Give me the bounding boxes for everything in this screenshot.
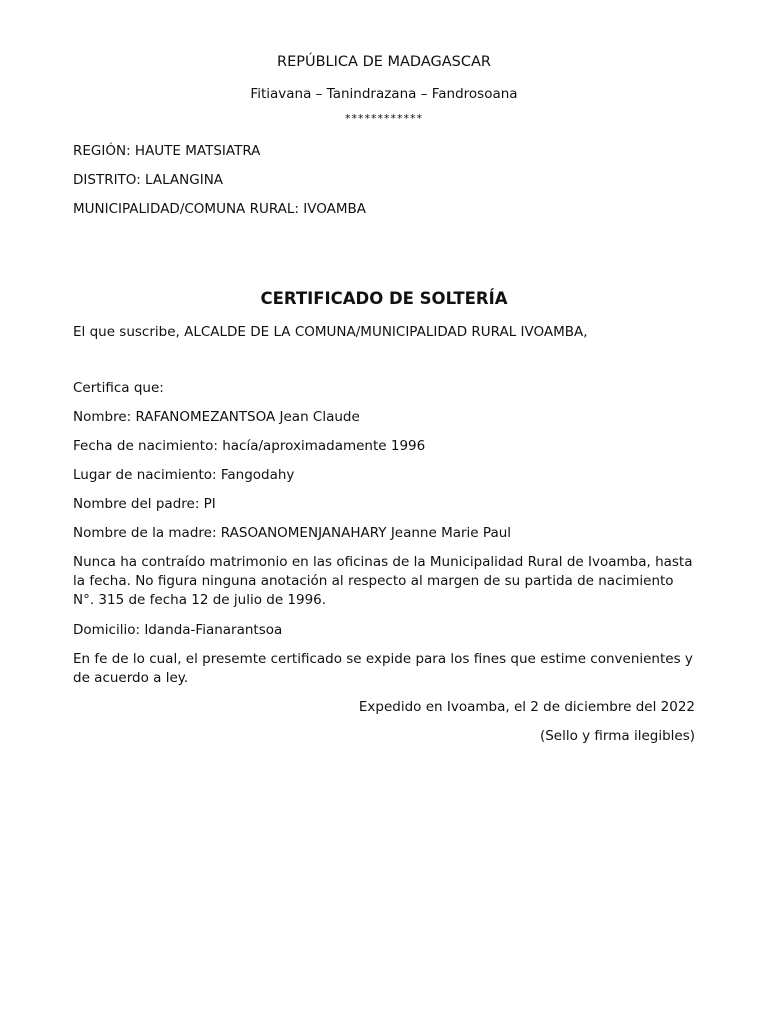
- intro-paragraph: El que suscribe, ALCALDE DE LA COMUNA/MUNICIPALIDAD RURAL IVOAMBA,: [73, 324, 588, 340]
- statement-paragraph: Nunca ha contraído matrimonio en las oficinas de la Municipalidad Rural de Ivoamba, hasta la fecha. No figura ninguna anotación al respecto al margen de su partida de nacimiento N°. 315 de fecha 12 de julio de 1996.: [73, 554, 693, 608]
- country-heading: REPÚBLICA DE MADAGASCAR: [277, 54, 491, 70]
- certifies-line: Certifica que:: [73, 380, 164, 396]
- municipality-line: MUNICIPALIDAD/COMUNA RURAL: IVOAMBA: [73, 201, 367, 217]
- domicile-line: Domicilio: Idanda-Fianarantsoa: [73, 622, 283, 638]
- birth-place-line: Lugar de nacimiento: Fangodahy: [73, 467, 295, 483]
- mother-line: Nombre de la madre: RASOANOMENJANAHARY Jeanne Marie Paul: [73, 525, 512, 541]
- seal-note: (Sello y firma ilegibles): [539, 728, 695, 744]
- document-title: CERTIFICADO DE SOLTERÍA: [260, 289, 508, 308]
- closing-paragraph: En fe de lo cual, el presemte certificado se expide para los fines que estime convenientes y de acuerdo a ley.: [73, 651, 693, 686]
- issued-line: Expedido en Ivoamba, el 2 de diciembre del 2022: [358, 699, 695, 715]
- father-line: Nombre del padre: PI: [73, 496, 216, 512]
- birth-date-line: Fecha de nacimiento: hacía/aproximadamente 1996: [73, 438, 426, 454]
- asterisk-separator: ************: [345, 112, 423, 125]
- name-line: Nombre: RAFANOMEZANTSOA Jean Claude: [73, 409, 360, 425]
- region-line: REGIÓN: HAUTE MATSIATRA: [73, 143, 261, 159]
- district-line: DISTRITO: LALANGINA: [73, 172, 224, 188]
- national-motto: Fitiavana – Tanindrazana – Fandrosoana: [250, 86, 518, 102]
